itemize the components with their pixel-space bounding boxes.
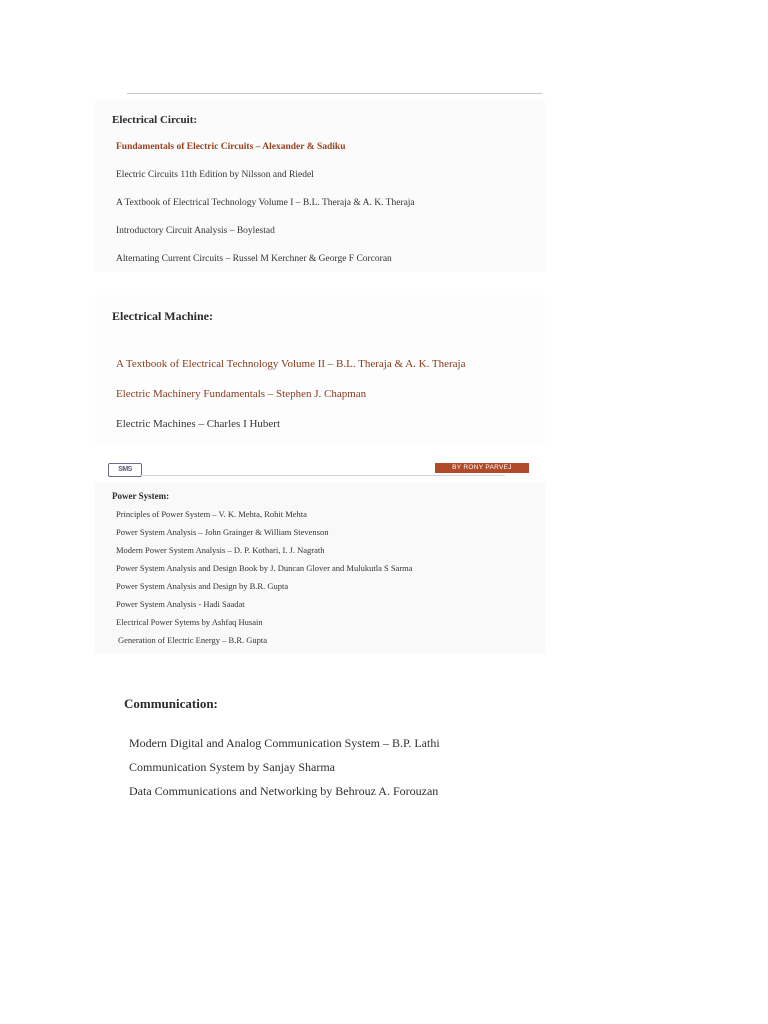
section-communication <box>100 680 500 820</box>
book-item: Electric Machines – Charles I Hubert <box>116 418 281 430</box>
book-item: Modern Power System Analysis – D. P. Kothari, I. J. Nagrath <box>116 545 325 555</box>
book-item: Power System Analysis and Design by B.R. Gupta <box>116 581 289 591</box>
book-item: Data Communications and Networking by Behrouz A. Forouzan <box>129 784 439 798</box>
book-item: Electrical Power Sytems by Ashfaq Husain <box>116 617 263 627</box>
book-link[interactable]: Electric Machinery Fundamentals – Stephen J. Chapman <box>116 388 367 400</box>
book-link[interactable]: A Textbook of Electrical Technology Volume II – B.L. Theraja & A. K. Theraja <box>116 358 466 370</box>
book-item: Alternating Current Circuits – Russel M Kerchner & George F Corcoran <box>116 254 392 264</box>
section-heading: Communication: <box>124 696 218 711</box>
book-item: A Textbook of Electrical Technology Volume I – B.L. Theraja & A. K. Theraja <box>116 198 415 208</box>
book-item: Introductory Circuit Analysis – Boylestad <box>116 226 275 236</box>
section-heading: Power System: <box>112 491 170 501</box>
book-item: Generation of Electric Energy – B.R. Gupta <box>118 635 268 645</box>
top-divider <box>127 93 542 94</box>
section-power-system <box>95 482 545 654</box>
section-heading: Electrical Machine: <box>112 309 213 323</box>
book-link[interactable]: Fundamentals of Electric Circuits – Alexander & Sadiku <box>116 142 346 152</box>
section-heading: Electrical Circuit: <box>112 114 198 126</box>
section-electrical-circuit <box>95 100 545 272</box>
book-item: Modern Digital and Analog Communication System – B.P. Lathi <box>129 736 440 750</box>
section-electrical-machine <box>95 295 545 445</box>
book-item: Principles of Power System – V. K. Mehta, Rohit Mehta <box>116 509 307 519</box>
site-logo: SMS <box>108 463 142 477</box>
book-item: Power System Analysis and Design Book by J. Duncan Glover and Mulukutla S Sarma <box>116 563 413 573</box>
book-item: Communication System by Sanjay Sharma <box>129 760 335 774</box>
banner-divider <box>140 475 505 476</box>
credit-badge: BY RONY PARVEJ <box>435 463 529 473</box>
book-item: Power System Analysis - Hadi Saadat <box>116 599 245 609</box>
book-item: Electric Circuits 11th Edition by Nilsson and Riedel <box>116 170 314 180</box>
book-item: Power System Analysis – John Grainger & William Stevenson <box>116 527 329 537</box>
